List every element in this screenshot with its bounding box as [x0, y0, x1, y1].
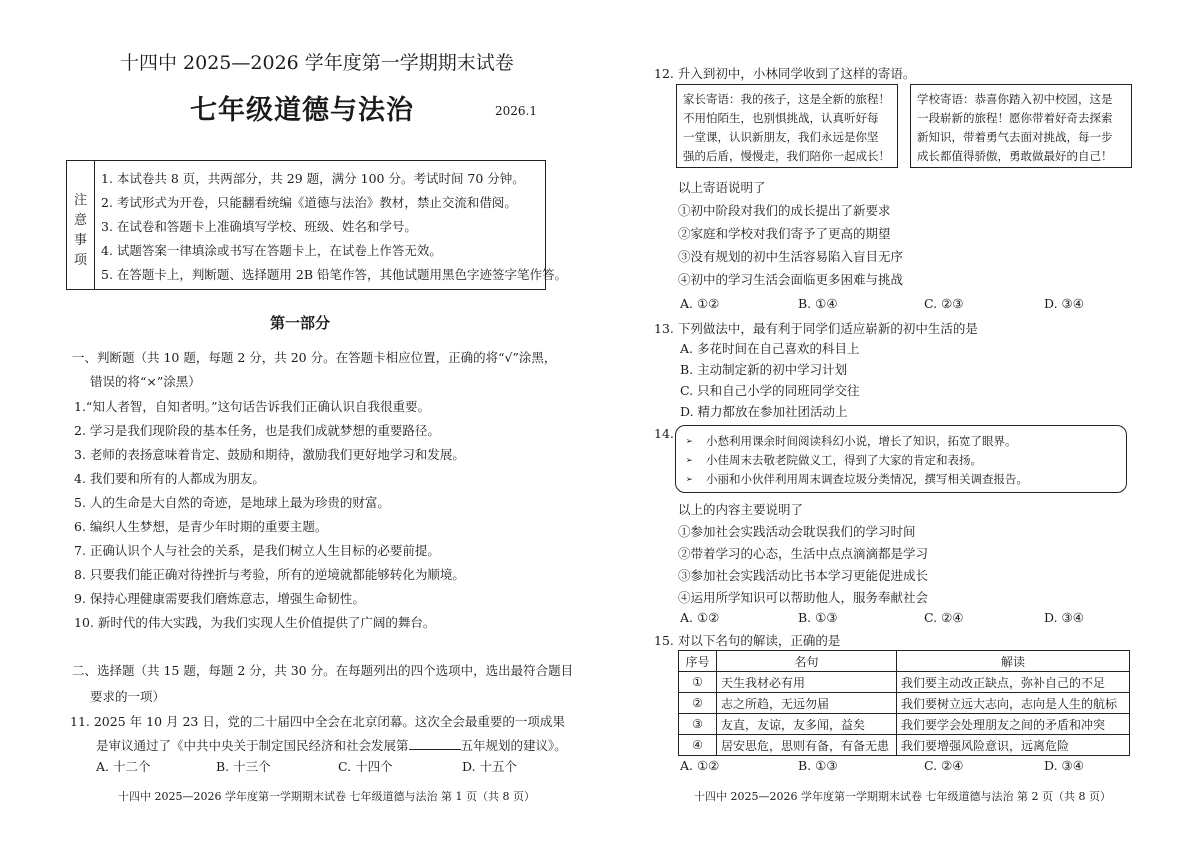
option-a: A. ①②	[680, 758, 720, 773]
question-prompt: 以上的内容主要说明了	[678, 502, 804, 517]
box-line: 家长寄语：我的孩子，这是全新的旅程！	[683, 92, 890, 106]
table-row	[679, 735, 1130, 756]
statement-item: ①参加社会实践活动会耽误我们的学习时间	[678, 524, 916, 539]
page-footer: 十四中 2025—2026 学年度第一学期期末试卷 七年级道德与法治 第 1 页（共 8 页）	[118, 790, 535, 803]
option-a: A. 十二个	[96, 759, 151, 774]
box-line: 成长都值得骄傲，勇敢做最好的自己！	[917, 149, 1113, 163]
table-cell: 我们要学会处理朋友之间的矛盾和冲突	[897, 714, 1130, 735]
box-line: 强的后盾，慢慢走，我们陪你一起成长！	[683, 149, 890, 163]
table-cell: 友直，友谅，友多闻，益矣	[717, 714, 897, 735]
option-d: D. 十五个	[462, 759, 518, 774]
page-footer: 十四中 2025—2026 学年度第一学期期末试卷 七年级道德与法治 第 2 页（共 8 页）	[694, 790, 1111, 803]
option-b: B. ①③	[798, 610, 838, 625]
option-c: C. 只和自己小学的同班同学交往	[680, 383, 860, 398]
notice-side-char: 事	[74, 233, 88, 248]
option-c: C. ②④	[924, 758, 964, 773]
question-stem-part: 是审议通过了《中共中央关于制定国民经济和社会发展第	[96, 738, 409, 753]
judgment-item: 4. 我们要和所有的人都成为朋友。	[74, 471, 265, 486]
judgment-item: 9. 保持心理健康需要我们磨炼意志，增强生命韧性。	[74, 591, 365, 606]
quotes-table	[678, 650, 1130, 756]
section-heading: 错误的将“×”涂黑）	[90, 374, 201, 389]
question-stem: 11. 2025 年 10 月 23 日，党的二十届四中全会在北京闭幕。这次全会最重要的一项成果	[70, 714, 565, 729]
option-d: D. ③④	[1044, 610, 1084, 625]
judgment-item: 10. 新时代的伟大实践，为我们实现人生价值提供了广阔的舞台。	[74, 615, 436, 630]
section-heading: 二、选择题（共 15 题，每题 2 分，共 30 分。在每题列出的四个选项中，选出最符合题目	[72, 663, 574, 678]
table-row	[679, 714, 1130, 735]
box-line: 不用怕陌生，也别惧挑战，认真听好每	[683, 111, 879, 125]
table-cell: ①	[679, 672, 717, 693]
school-message-box	[910, 84, 1132, 168]
table-cell: ③	[679, 714, 717, 735]
box-line: 一堂课，认识新朋友，我们永远是你坚	[683, 130, 879, 144]
statement-item: ③参加社会实践活动比书本学习更能促进成长	[678, 568, 929, 583]
exam-date: 2026.1	[495, 104, 537, 118]
notice-item: 2. 考试形式为开卷，只能翻看统编《道德与法治》教材，禁止交流和借阅。	[101, 195, 517, 210]
table-cell: 天生我材必有用	[717, 672, 897, 693]
statement-item: ②家庭和学校对我们寄予了更高的期望	[678, 226, 891, 241]
judgment-item: 7. 正确认识个人与社会的关系，是我们树立人生目标的必要前提。	[74, 543, 440, 558]
page-title: 七年级道德与法治	[190, 95, 414, 126]
question-prompt: 以上寄语说明了	[678, 180, 766, 195]
section-heading: 一、判断题（共 10 题，每题 2 分，共 20 分。在答题卡相应位置，正确的将“√”涂黑，	[72, 350, 557, 365]
table-cell: ④	[679, 735, 717, 756]
table-row	[679, 672, 1130, 693]
option-c: C. ②④	[924, 610, 964, 625]
option-b: B. 主动制定新的初中学习计划	[680, 362, 848, 377]
example-line	[686, 452, 982, 468]
example-text: 小愁利用课余时间阅读科幻小说，增长了知识，拓宽了眼界。	[706, 434, 1017, 448]
part-title: 第一部分	[270, 314, 331, 332]
parent-message-box	[676, 84, 898, 168]
table-cell: 我们要主动改正缺点，弥补自己的不足	[897, 672, 1130, 693]
judgment-item: 6. 编织人生梦想，是青少年时期的重要主题。	[74, 519, 328, 534]
notice-item: 3. 在试卷和答题卡上准确填写学校、班级、姓名和学号。	[101, 219, 417, 234]
option-d: D. 精力都放在参加社团活动上	[680, 404, 848, 419]
table-row	[679, 693, 1130, 714]
notice-side-char: 意	[74, 213, 88, 228]
notice-side-label	[67, 161, 95, 289]
example-text: 小佳周末去敬老院做义工，得到了大家的肯定和表扬。	[706, 453, 982, 467]
example-text: 小丽和小伙伴利用周末调查垃圾分类情况，撰写相关调查报告。	[706, 472, 1028, 486]
statement-item: ④初中的学习生活会面临更多困难与挑战	[678, 272, 904, 287]
column-header: 序号	[679, 651, 717, 672]
notice-item: 4. 试题答案一律填涂或书写在答题卡上，在试卷上作答无效。	[101, 243, 442, 258]
question-stem-part: 五年规划的建议》。	[460, 738, 567, 753]
column-header: 名句	[717, 651, 897, 672]
table-cell: 我们要树立远大志向，志向是人生的航标	[897, 693, 1130, 714]
statement-item: ④运用所学知识可以帮助他人，服务奉献社会	[678, 590, 929, 605]
box-line: 学校寄语：恭喜你踏入初中校园，这是	[917, 92, 1113, 106]
table-cell: 志之所趋，无远勿届	[717, 693, 897, 714]
judgment-item: 3. 老师的表扬意味着肯定、鼓励和期待，激励我们更好地学习和发展。	[74, 447, 465, 462]
exam-header: 十四中 2025—2026 学年度第一学期期末试卷	[120, 52, 514, 74]
box-line: 新知识，带着勇气去面对挑战，每一步	[917, 130, 1113, 144]
notice-item: 5. 在答题卡上，判断题、选择题用 2B 铅笔作答，其他试题用黑色字迹签字笔作答。	[101, 267, 567, 282]
notice-side-char: 注	[74, 193, 88, 208]
blank-line	[409, 740, 461, 750]
judgment-item: 2. 学习是我们现阶段的基本任务，也是我们成就梦想的重要路径。	[74, 423, 440, 438]
option-b: B. 十三个	[216, 759, 271, 774]
statement-item: ③没有规划的初中生活容易陷入盲目无序	[678, 249, 904, 264]
statement-item: ②带着学习的心态，生活中点点滴滴都是学习	[678, 546, 929, 561]
notice-side-char: 项	[74, 253, 88, 268]
option-b: B. ①④	[798, 296, 838, 311]
option-c: C. ②③	[924, 296, 964, 311]
statement-item: ①初中阶段对我们的成长提出了新要求	[678, 203, 891, 218]
notice-box	[66, 160, 567, 290]
option-a: A. ①②	[680, 610, 720, 625]
table-cell: 居安思危，思则有备，有备无患	[717, 735, 897, 756]
question-number: 14.	[654, 426, 674, 441]
examples-box	[675, 425, 1127, 493]
column-header: 解读	[897, 651, 1130, 672]
question-stem: 15. 对以下名句的解读，正确的是	[654, 633, 841, 648]
option-b: B. ①③	[798, 758, 838, 773]
question-stem	[96, 736, 567, 754]
question-stem: 12. 升入到初中，小林同学收到了这样的寄语。	[654, 66, 916, 81]
table-header-row	[679, 651, 1130, 672]
option-a: A. 多花时间在自己喜欢的科目上	[680, 341, 860, 356]
option-d: D. ③④	[1044, 758, 1084, 773]
arrow-bullet-icon: ➢	[686, 434, 693, 448]
example-line	[686, 471, 1028, 487]
arrow-bullet-icon: ➢	[686, 472, 693, 486]
question-stem: 13. 下列做法中，最有利于同学们适应崭新的初中生活的是	[654, 321, 978, 336]
arrow-bullet-icon: ➢	[686, 453, 693, 467]
box-line: 一段崭新的旅程！愿你带着好奇去探索	[917, 111, 1113, 125]
judgment-item: 8. 只要我们能正确对待挫折与考验，所有的逆境就都能够转化为顺境。	[74, 567, 465, 582]
table-cell: ②	[679, 693, 717, 714]
table-cell: 我们要增强风险意识，远离危险	[897, 735, 1130, 756]
example-line	[686, 433, 1017, 449]
judgment-item: 5. 人的生命是大自然的奇迹，是地球上最为珍贵的财富。	[74, 495, 390, 510]
notice-item: 1. 本试卷共 8 页，共两部分，共 29 题，满分 100 分。考试时间 70 分钟。	[101, 171, 525, 186]
option-d: D. ③④	[1044, 296, 1084, 311]
option-c: C. 十四个	[338, 759, 393, 774]
option-a: A. ①②	[680, 296, 720, 311]
section-heading: 要求的一项）	[90, 689, 166, 704]
judgment-item: 1.“知人者智，自知者明。”这句话告诉我们正确认识自我很重要。	[74, 399, 430, 414]
